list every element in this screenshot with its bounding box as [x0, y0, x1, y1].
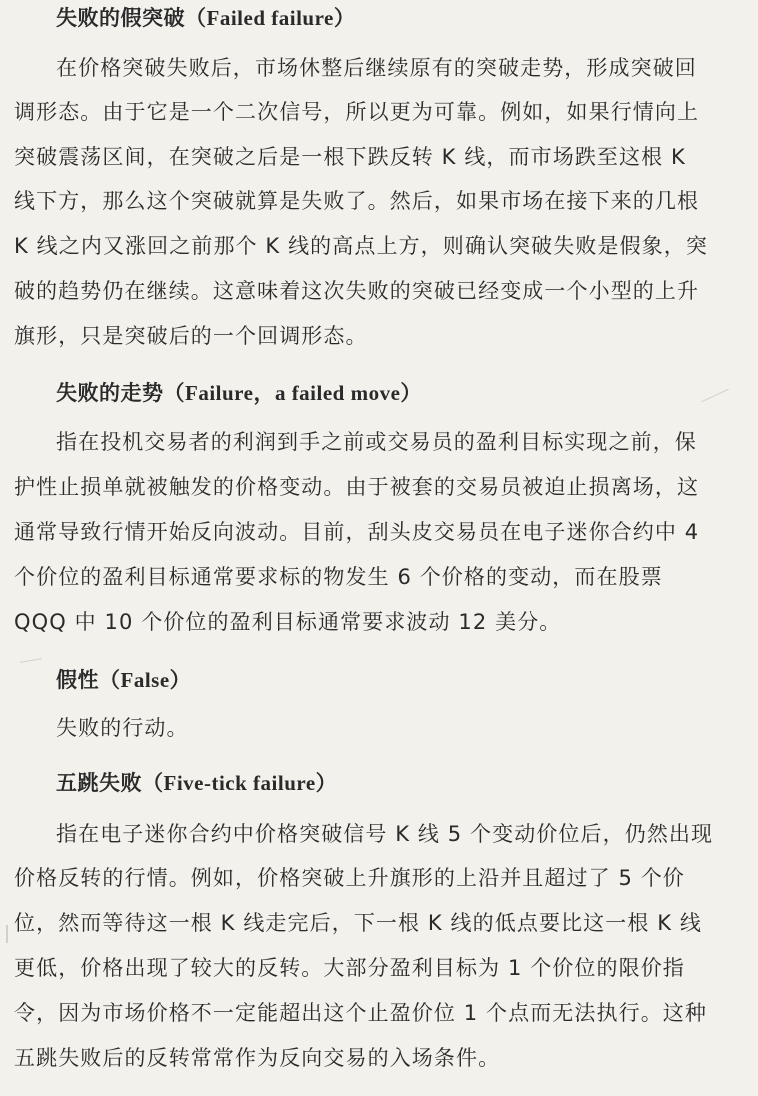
- paragraph-line: 更低，价格出现了较大的反转。大部分盈利目标为 1 个价位的限价指: [14, 956, 685, 980]
- section-heading-failure: [56, 377, 422, 407]
- paragraph-line: 价格反转的行情。例如，价格突破上升旗形的上沿并且超过了 5 个价: [14, 866, 685, 890]
- paragraph-line: 旗形，只是突破后的一个回调形态。: [14, 324, 368, 348]
- scan-speck: [20, 658, 42, 663]
- section-heading-false: [56, 664, 191, 694]
- scan-speck: [701, 389, 729, 403]
- paragraph-line: 护性止损单就被触发的价格变动。由于被套的交易员被迫止损离场，这: [14, 475, 700, 499]
- heading-title: 失败的假突破: [56, 6, 185, 30]
- section-heading-failed-failure: [56, 2, 355, 32]
- heading-title: 五跳失败: [56, 771, 142, 795]
- heading-english: （Failed failure）: [185, 6, 356, 30]
- paragraph-line: 突破震荡区间，在突破之后是一根下跌反转 K 线，而市场跌至这根 K: [14, 145, 686, 169]
- paragraph-line: 通常导致行情开始反向波动。目前，刮头皮交易员在电子迷你合约中 4: [14, 520, 700, 544]
- paragraph-line: QQQ 中 10 个价位的盈利目标通常要求波动 12 美分。: [14, 610, 562, 634]
- paragraph-line: 在价格突破失败后，市场休整后继续原有的突破走势，形成突破回: [56, 56, 697, 80]
- paragraph-line: 线下方，那么这个突破就算是失败了。然后，如果市场在接下来的几根: [14, 189, 700, 213]
- scan-speck: [6, 925, 8, 943]
- paragraph-line: 失败的行动。: [56, 716, 189, 740]
- heading-title: 失败的走势: [56, 381, 164, 405]
- heading-english: （Failure，a failed move）: [163, 381, 422, 405]
- section-heading-five-tick-failure: [56, 767, 337, 797]
- paragraph-line: 破的趋势仍在继续。这意味着这次失败的突破已经变成一个小型的上升: [14, 279, 700, 303]
- heading-english: （False）: [99, 668, 192, 692]
- paragraph-line: 位，然而等待这一根 K 线走完后，下一根 K 线的低点要比这一根 K 线: [14, 911, 702, 935]
- heading-english: （Five-tick failure）: [142, 771, 338, 795]
- paragraph-line: 令，因为市场价格不一定能超出这个止盈价位 1 个点而无法执行。这种: [14, 1001, 708, 1025]
- paragraph-line: 调形态。由于它是一个二次信号，所以更为可靠。例如，如果行情向上: [14, 100, 700, 124]
- heading-title: 假性: [56, 668, 99, 692]
- paragraph-line: 五跳失败后的反转常常作为反向交易的入场条件。: [14, 1046, 501, 1070]
- paragraph-line: 指在电子迷你合约中价格突破信号 K 线 5 个变动价位后，仍然出现: [56, 822, 714, 846]
- paragraph-line: 个价位的盈利目标通常要求标的物发生 6 个价格的变动，而在股票: [14, 565, 663, 589]
- paragraph-line: 指在投机交易者的利润到手之前或交易员的盈利目标实现之前，保: [56, 430, 697, 454]
- paragraph-line: K 线之内又涨回之前那个 K 线的高点上方，则确认突破失败是假象，突: [14, 234, 708, 258]
